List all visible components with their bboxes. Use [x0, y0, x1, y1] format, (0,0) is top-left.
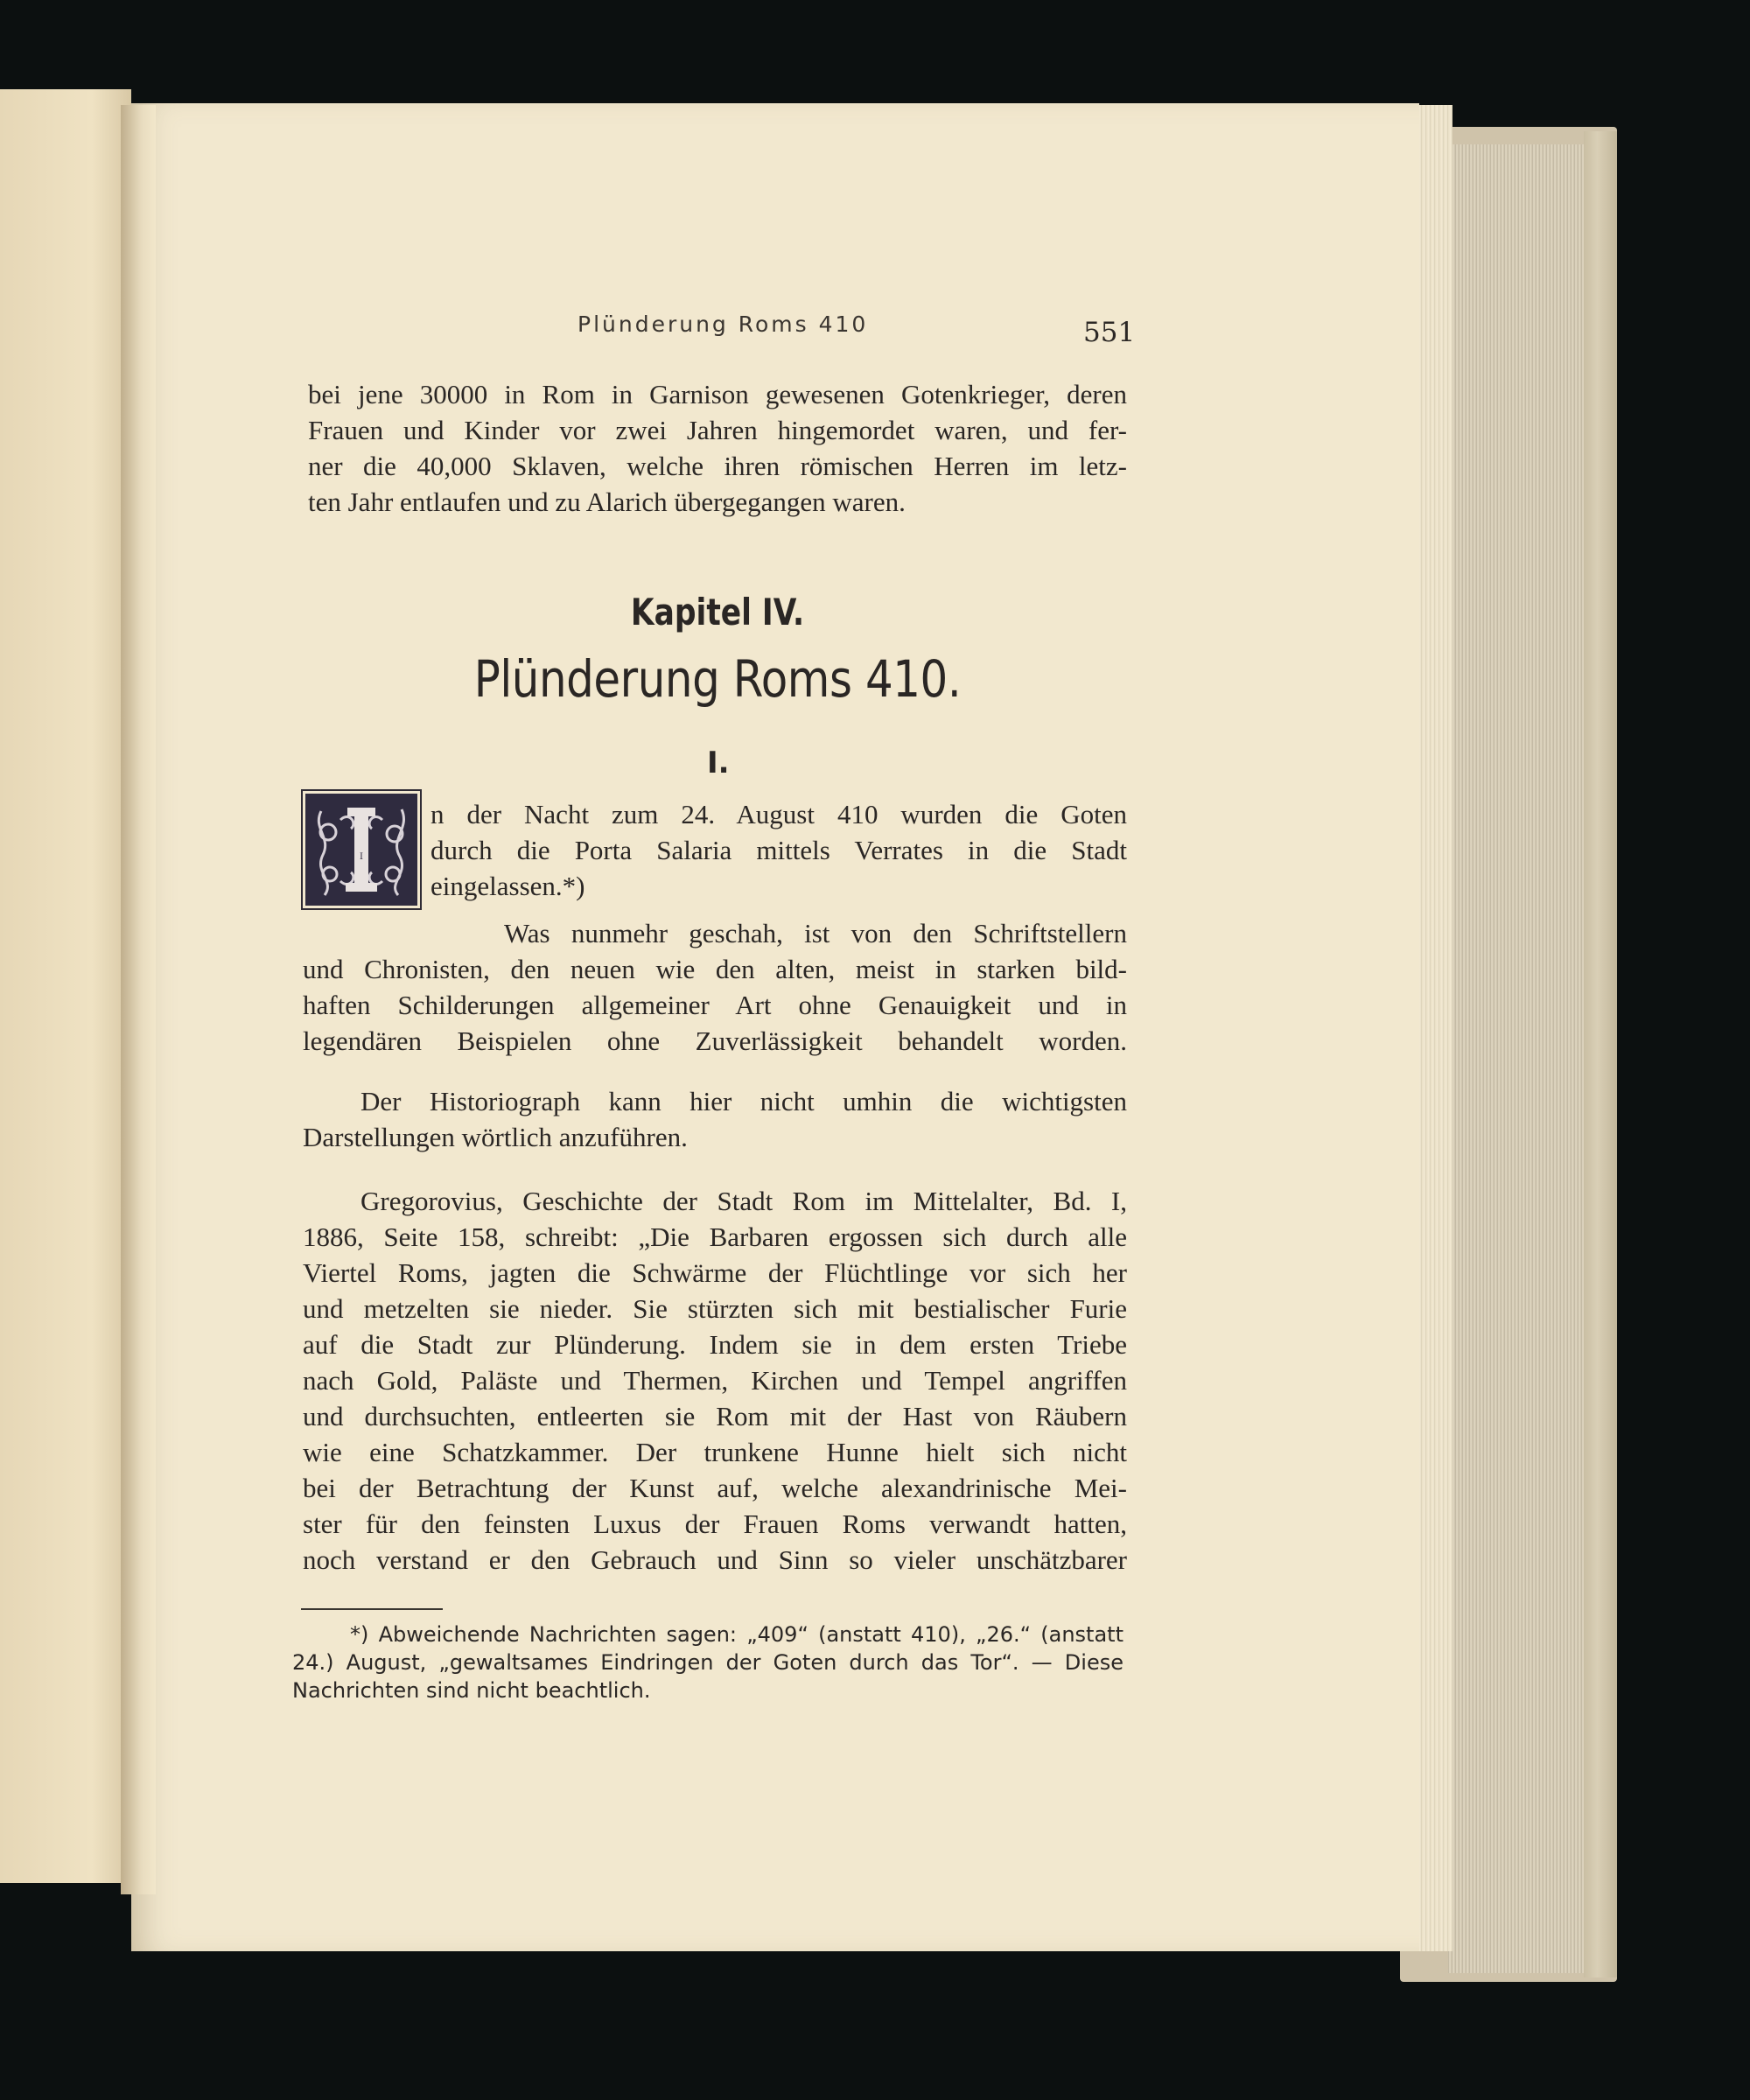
opening-paragraph: [430, 796, 1127, 904]
drop-cap-initial: [301, 789, 422, 910]
text-line: Was nunmehr geschah, ist von den Schriftstellern: [504, 918, 1127, 948]
text-line: bei der Betrachtung der Kunst auf, welche alexandrinische Mei-: [303, 1473, 1127, 1503]
paragraph-3: [303, 1083, 1127, 1155]
footnote: [292, 1620, 1124, 1704]
text-line: Gregorovius, Geschichte der Stadt Rom im Mittelalter, Bd. I,: [360, 1186, 1127, 1216]
text-line: Der Historiograph kann hier nicht umhin die wichtigsten: [360, 1086, 1127, 1116]
chapter-label: Kapitel IV.: [630, 591, 805, 634]
footnote-line: 24.) August, „gewaltsames Eindringen der Goten durch das Tor“. — Diese: [292, 1650, 1124, 1675]
cloth-binding-edge: [1584, 131, 1617, 1978]
text-line: eingelassen.*): [430, 871, 585, 901]
ornament-initial-icon: [305, 794, 417, 906]
text-line: bei jene 30000 in Rom in Garnison gewesenen Gotenkrieger, deren: [308, 379, 1127, 410]
text-line: Viertel Roms, jagten die Schwärme der Flüchtlinge vor sich her: [303, 1257, 1127, 1288]
footnote-line: Nachrichten sind nicht beachtlich.: [292, 1678, 651, 1703]
running-head: Plünderung Roms 410: [578, 312, 869, 337]
text-line: 1886, Seite 158, schreibt: „Die Barbaren ergossen sich durch alle: [303, 1222, 1127, 1252]
text-line: ner die 40,000 Sklaven, welche ihren römischen Herren im letz-: [308, 451, 1127, 481]
text-line: noch verstand er den Gebrauch und Sinn so vieler unschätzbarer: [303, 1544, 1127, 1575]
footnote-rule: [301, 1608, 443, 1610]
text-line: und metzelten sie nieder. Sie stürzten sich mit bestialischer Furie: [303, 1293, 1127, 1324]
left-facing-page: [0, 89, 131, 1883]
text-line: und durchsuchten, entleerten sie Rom mit der Hast von Räubern: [303, 1401, 1127, 1432]
text-line: nach Gold, Paläste und Thermen, Kirchen und Tempel angriffen: [303, 1365, 1127, 1396]
text-line: wie eine Schatzkammer. Der trunkene Hunne hielt sich nicht: [303, 1437, 1127, 1467]
book-gutter: [121, 105, 156, 1894]
page-number: 551: [1083, 317, 1136, 348]
text-line: ster für den feinsten Luxus der Frauen Roms verwandt hatten,: [303, 1508, 1127, 1539]
paragraph-2: [303, 915, 1127, 1059]
text-line: ten Jahr entlaufen und zu Alarich übergegangen waren.: [308, 486, 906, 517]
page-edges: [1448, 144, 1588, 1973]
text-line: legendären Beispielen ohne Zuverlässigkeit behandelt worden.: [303, 1026, 1127, 1056]
section-number: I.: [707, 746, 730, 780]
text-line: Frauen und Kinder vor zwei Jahren hingemordet waren, und fer-: [308, 415, 1127, 445]
intro-paragraph: [308, 376, 1127, 520]
footnote-line: *) Abweichende Nachrichten sagen: „409“ (anstatt 410), „26.“ (anstatt: [350, 1622, 1124, 1647]
text-line: durch die Porta Salaria mittels Verrates in die Stadt: [430, 835, 1127, 865]
paragraph-4: [303, 1183, 1127, 1578]
text-line: n der Nacht zum 24. August 410 wurden die Goten: [430, 799, 1127, 830]
chapter-title: Plünderung Roms 410.: [473, 649, 962, 709]
svg-text:I: I: [360, 852, 363, 862]
text-line: haften Schilderungen allgemeiner Art ohne Genauigkeit und in: [303, 990, 1127, 1020]
text-line: und Chronisten, den neuen wie den alten, meist in starken bild-: [303, 954, 1127, 984]
text-line: Darstellungen wörtlich anzuführen.: [303, 1122, 688, 1152]
text-line: auf die Stadt zur Plünderung. Indem sie in dem ersten Triebe: [303, 1329, 1127, 1360]
